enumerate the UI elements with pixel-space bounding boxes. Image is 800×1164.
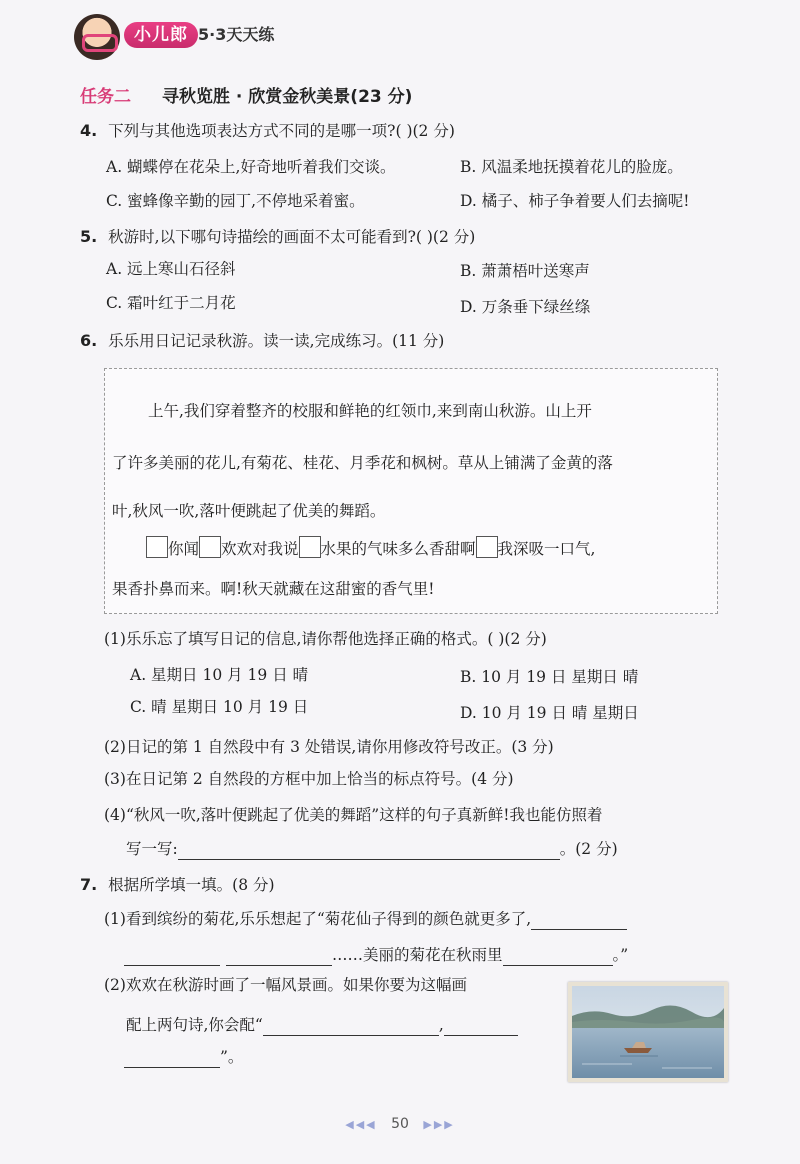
q6-sub1-option-c[interactable]: C. 晴 星期日 10 月 19 日	[130, 698, 309, 716]
punctuation-box-1[interactable]	[146, 536, 168, 558]
q6-sub1-option-a[interactable]: A. 星期日 10 月 19 日 晴	[130, 666, 309, 684]
q4-option-c[interactable]: C. 蜜蜂像辛勤的园丁,不停地采着蜜。	[106, 192, 365, 210]
q7-sub2-blank-3[interactable]	[124, 1049, 220, 1068]
q5-number: 5.	[80, 227, 98, 246]
q4-option-a[interactable]: A. 蝴蝶停在花朵上,好奇地听着我们交谈。	[106, 158, 396, 176]
diary-p1-line2: 了许多美丽的花儿,有菊花、桂花、月季花和枫树。草从上铺满了金黄的落	[112, 454, 613, 472]
q6-text: 乐乐用日记记录秋游。读一读,完成练习。(11 分)	[108, 332, 445, 350]
series-title: 5·3天天练	[198, 25, 275, 44]
task-title: 寻秋览胜 · 欣赏金秋美景(23 分)	[162, 87, 413, 107]
q6-sub4-answer-blank[interactable]	[178, 841, 560, 860]
q4-stem	[80, 120, 455, 142]
diary-p2-seg3: 水果的气味多么香甜啊	[320, 540, 476, 558]
q5-option-a[interactable]: A. 远上寒山石径斜	[106, 260, 236, 278]
diary-p2-line1	[146, 536, 595, 560]
diary-p2-seg1: 你闻	[168, 540, 200, 558]
q4-text: 下列与其他选项表达方式不同的是哪一项?( )(2 分)	[108, 122, 455, 140]
q5-option-b[interactable]: B. 萧萧梧叶送寒声	[460, 262, 590, 280]
q4-number: 4.	[80, 121, 98, 140]
punctuation-box-4[interactable]	[476, 536, 498, 558]
q7-sub2-line3	[124, 1046, 243, 1068]
q4-option-b[interactable]: B. 风温柔地抚摸着花儿的脸庞。	[460, 158, 683, 176]
q6-sub4-prompt: 写一写:	[126, 840, 178, 858]
diary-p2-line2: 果香扑鼻而来。啊!秋天就藏在这甜蜜的香气里!	[112, 580, 435, 598]
q6-sub4-line2	[126, 838, 618, 860]
diary-p2-seg2: 欢欢对我说	[221, 540, 299, 558]
q5-stem	[80, 226, 475, 248]
q4-option-d[interactable]: D. 橘子、柿子争着要人们去摘呢!	[460, 192, 690, 210]
q7-sub1-mid: ……美丽的菊花在秋雨里	[332, 946, 503, 964]
q7-sub1-blank-2[interactable]	[124, 947, 220, 966]
landscape-painting-art	[572, 986, 724, 1078]
arrows-left-icon: ◀◀◀	[345, 1118, 377, 1131]
q5-option-d[interactable]: D. 万条垂下绿丝绦	[460, 298, 591, 316]
q7-sub1-blank-1[interactable]	[531, 911, 627, 930]
mascot-avatar	[74, 14, 120, 60]
q7-sub1-blank-3[interactable]	[226, 947, 332, 966]
q7-sub2-blank-2[interactable]	[444, 1017, 518, 1036]
q6-stem	[80, 330, 444, 352]
page-number: 50	[391, 1116, 409, 1132]
brand-logo: 小儿郎	[124, 22, 198, 48]
q7-text: 根据所学填一填。(8 分)	[108, 876, 275, 894]
arrows-right-icon: ▶▶▶	[423, 1118, 455, 1131]
q7-stem	[80, 874, 275, 896]
q6-sub3: (3)在日记第 2 自然段的方框中加上恰当的标点符号。(4 分)	[104, 770, 514, 788]
q6-sub1-stem: (1)乐乐忘了填写日记的信息,请你帮他选择正确的格式。( )(2 分)	[104, 630, 547, 648]
q7-sub1-text: (1)看到缤纷的菊花,乐乐想起了“菊花仙子得到的颜色就更多了,	[104, 910, 532, 928]
q7-sub2-line1: (2)欢欢在秋游时画了一幅风景画。如果你要为这幅画	[104, 976, 467, 994]
punctuation-box-2[interactable]	[199, 536, 221, 558]
q5-text: 秋游时,以下哪句诗描绘的画面不太可能看到?( )(2 分)	[108, 228, 476, 246]
q6-sub2: (2)日记的第 1 自然段中有 3 处错误,请你用修改符号改正。(3 分)	[104, 738, 554, 756]
diary-p1-line1: 上午,我们穿着整齐的校服和鲜艳的红领巾,来到南山秋游。山上开	[148, 402, 592, 420]
q6-sub1-option-d[interactable]: D. 10 月 19 日 晴 星期日	[460, 704, 639, 722]
landscape-painting	[568, 982, 728, 1082]
q7-number: 7.	[80, 875, 98, 894]
q6-sub1-option-b[interactable]: B. 10 月 19 日 星期日 晴	[460, 668, 639, 686]
diary-p2-seg4: 我深吸一口气,	[497, 540, 596, 558]
q7-sub1-end: 。”	[612, 946, 629, 964]
q7-sub1-line2	[124, 944, 628, 966]
diary-p1-line3: 叶,秋风一吹,落叶便跳起了优美的舞蹈。	[112, 502, 386, 520]
q5-option-c[interactable]: C. 霜叶红于二月花	[106, 294, 236, 312]
q6-sub4-score: 。(2 分)	[559, 840, 618, 858]
q7-sub1-line1	[104, 908, 627, 930]
q7-sub2-end: ”。	[220, 1048, 244, 1066]
q6-sub4-line1: (4)“秋风一吹,落叶便跳起了优美的舞蹈”这样的句子真新鲜!我也能仿照着	[104, 806, 603, 824]
q7-sub2-line2	[126, 1014, 518, 1036]
task-label: 任务二	[80, 87, 131, 107]
q6-number: 6.	[80, 331, 98, 350]
q7-sub1-blank-4[interactable]	[503, 947, 613, 966]
q7-sub2-blank-1[interactable]	[263, 1017, 439, 1036]
page-number-bar	[0, 1116, 800, 1132]
q7-sub2-comma: ,	[438, 1016, 444, 1034]
q7-sub2-prompt: 配上两句诗,你会配“	[126, 1016, 263, 1034]
punctuation-box-3[interactable]	[299, 536, 321, 558]
